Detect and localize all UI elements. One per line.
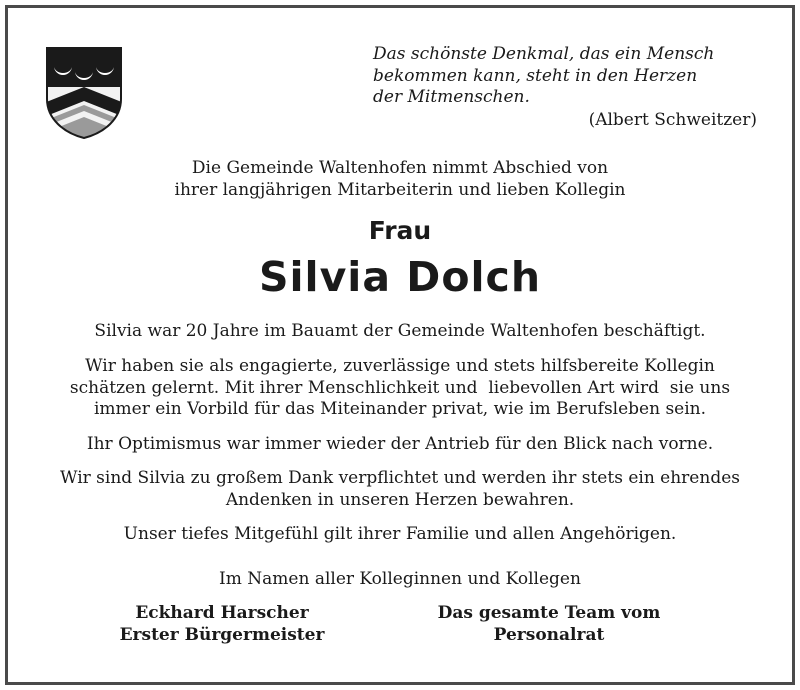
deceased-name: Silvia Dolch: [258, 253, 542, 301]
intro-line: ihrer langjährigen Mitarbeiterin und lieben Kollegin: [174, 180, 626, 200]
municipal-coat-of-arms-icon: [46, 47, 122, 139]
paragraph-line: immer ein Vorbild für das Miteinander privat, wie im Berufsleben sein.: [93, 399, 707, 419]
signature-name: Das gesamte Team vom: [437, 603, 661, 623]
quote-line: bekommen kann, steht in den Herzen: [373, 65, 698, 86]
signature-name: Eckhard Harscher: [135, 603, 309, 623]
quote-line: der Mitmenschen.: [373, 87, 530, 107]
paragraph-line: Ihr Optimismus war immer wieder der Antrieb für den Blick nach vorne.: [86, 434, 714, 454]
paragraph-line: Unser tiefes Mitgefühl gilt ihrer Familie und allen Angehörigen.: [123, 524, 677, 544]
signature-title: Erster Bürgermeister: [119, 625, 325, 645]
paragraph: [0, 434, 800, 456]
paragraph-line: Wir sind Silvia zu großem Dank verpflichtet und werden ihr stets ein ehrendes: [60, 468, 740, 488]
quote-author: (Albert Schweitzer): [588, 110, 757, 130]
quote-line: Das schönste Denkmal, das ein Mensch: [373, 44, 715, 64]
paragraph-line: Wir haben sie als engagierte, zuverlässige und stets hilfsbereite Kollegin: [85, 356, 715, 376]
salutation: Frau: [368, 216, 432, 245]
paragraph-line: Silvia war 20 Jahre im Bauamt der Gemeinde Waltenhofen beschäftigt.: [94, 321, 706, 341]
paragraph: [0, 524, 800, 546]
paragraph: [0, 321, 800, 343]
signature-staff-council: [399, 602, 699, 646]
closing-line: Im Namen aller Kolleginnen und Kollegen: [219, 569, 581, 589]
paragraph: [0, 356, 800, 421]
paragraph-line: schätzen gelernt. Mit ihrer Menschlichkeit und liebevollen Art wird sie uns: [69, 377, 731, 398]
paragraph: [0, 468, 800, 511]
signature-mayor: [72, 602, 372, 646]
signature-title: Personalrat: [493, 625, 605, 645]
paragraph-line: Andenken in unseren Herzen bewahren.: [225, 489, 575, 510]
quote: [373, 44, 753, 109]
intro-line: Die Gemeinde Waltenhofen nimmt Abschied von: [191, 158, 609, 178]
intro-text: [0, 157, 800, 201]
